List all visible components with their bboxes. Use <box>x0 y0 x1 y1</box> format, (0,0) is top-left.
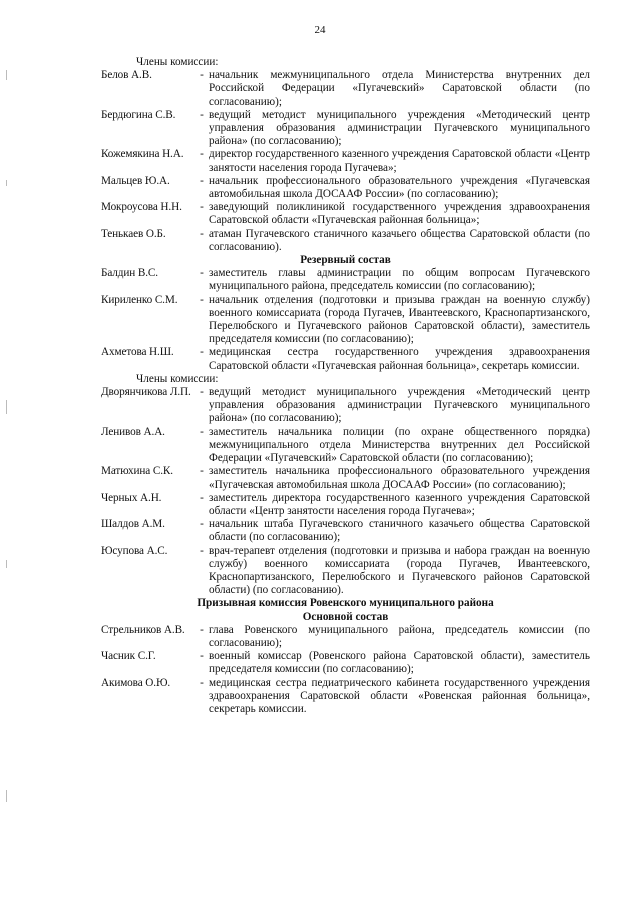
scan-edge-mark <box>6 180 7 186</box>
dash-separator: - <box>200 386 204 399</box>
member-entry <box>101 148 590 174</box>
member-name: Белов А.В. <box>101 69 152 82</box>
member-role: заместитель начальника полиции (по охране общественного порядка) межмуниципального отдела Министерства внутренних дел Российской Федерации «Пугачевский» Саратовской области (по согласованию); <box>209 425 590 465</box>
scan-edge-mark <box>6 400 7 414</box>
dash-separator: - <box>200 346 204 359</box>
page-number: 24 <box>314 24 326 36</box>
dash-separator: - <box>200 676 204 689</box>
member-name: Мокроусова Н.Н. <box>101 201 182 214</box>
member-role: директор государственного казенного учреждения Саратовской области «Центр занятости населения города Пугачева»; <box>209 148 590 174</box>
member-role: врач-терапевт отделения (подготовки и призыва и набора граждан на военную службу) военного комиссариата (города Пугачев, Ивантеевского, Краснопартизанского, Перелюбского и Пугачевского районов Саратовской области) (по согласованию). <box>209 544 590 597</box>
member-name: Кожемякина Н.А. <box>101 148 184 161</box>
member-role: медицинская сестра государственного учреждения здравоохранения Саратовской области «Пугачевская районная больница», секретарь комиссии. <box>209 346 590 372</box>
member-name: Балдин В.С. <box>101 267 158 280</box>
dash-separator: - <box>200 267 204 280</box>
dash-separator: - <box>200 174 204 187</box>
member-entry <box>101 69 590 109</box>
member-role: заведующий поликлиникой государственного учреждения здравоохранения Саратовской области «Пугачевская районная больница»; <box>209 201 590 227</box>
member-role: военный комиссар (Ровенского района Саратовской области), заместитель председателя комиссии (по согласованию); <box>209 650 590 676</box>
member-role: медицинская сестра педиатрического кабинета государственного учреждения здравоохранения Саратовской области «Ровенская районная больница», секретарь комиссии. <box>209 676 590 715</box>
member-name: Акимова О.Ю. <box>101 676 171 689</box>
member-name: Черных А.Н. <box>101 491 162 504</box>
member-name: Кириленко С.М. <box>101 293 178 306</box>
member-entry <box>101 624 590 650</box>
member-role: заместитель главы администрации по общим вопросам Пугачевского муниципального района, председатель комиссии (по согласованию); <box>209 267 590 293</box>
member-entry <box>101 545 590 598</box>
member-entry <box>101 650 590 676</box>
member-name: Дворянчикова Л.П. <box>101 386 191 399</box>
section-heading: Основной состав <box>302 610 389 623</box>
dash-separator: - <box>200 491 204 504</box>
member-entry <box>101 228 590 254</box>
dash-separator: - <box>200 623 204 636</box>
dash-separator: - <box>200 650 204 663</box>
section-heading: Призывная комиссия Ровенского муниципального района <box>197 597 494 610</box>
member-entry <box>101 109 590 149</box>
member-entry <box>101 201 590 227</box>
member-name: Стрельников А.В. <box>101 623 185 636</box>
dash-separator: - <box>200 201 204 214</box>
member-name: Мальцев Ю.А. <box>101 174 170 187</box>
member-entry <box>101 386 590 426</box>
member-entry <box>101 492 590 518</box>
member-name: Бердюгина С.В. <box>101 108 176 121</box>
member-entry <box>101 267 590 293</box>
member-name: Шалдов А.М. <box>101 518 165 531</box>
members-label: Члены комиссии: <box>136 372 219 385</box>
dash-separator: - <box>200 69 204 82</box>
dash-separator: - <box>200 293 204 306</box>
member-role: заместитель директора государственного казенного учреждения Саратовской области «Центр занятости населения города Пугачева»; <box>209 491 590 517</box>
member-role: ведущий методист муниципального учреждения «Методический центр управления образования администрации Пугачевского муниципального района» (по согласованию); <box>209 108 590 148</box>
member-role: атаман Пугачевского станичного казачьего общества Саратовской области (по согласованию). <box>209 227 590 253</box>
section-heading: Резервный состав <box>300 254 391 267</box>
member-name: Тенькаев О.Б. <box>101 227 166 240</box>
scan-edge-mark <box>6 70 7 80</box>
member-entry <box>101 294 590 347</box>
member-role: начальник штаба Пугачевского станичного казачьего общества Саратовской области (по согласованию); <box>209 518 590 544</box>
member-role: начальник профессионального образовательного учреждения «Пугачевская автомобильная школа ДОСААФ России» (по согласованию); <box>209 174 590 201</box>
member-name: Ахметова Н.Ш. <box>101 346 174 359</box>
member-entry <box>101 175 590 201</box>
dash-separator: - <box>200 544 204 557</box>
member-entry <box>101 518 590 544</box>
member-entry <box>101 677 590 717</box>
member-entry <box>101 426 590 466</box>
member-role: глава Ровенского муниципального района, председатель комиссии (по согласованию); <box>209 623 590 649</box>
member-entry <box>101 346 590 372</box>
scan-edge-mark <box>6 560 7 568</box>
member-name: Ленивов А.А. <box>101 425 165 438</box>
dash-separator: - <box>200 465 204 478</box>
member-role: заместитель начальника профессионального образовательного учреждения «Пугачевская автомобильная школа ДОСААФ России» (по согласованию); <box>209 465 590 491</box>
member-role: начальник отделения (подготовки и призыва граждан на военную службу) военного комиссариата (города Пугачев, Ивантеевского, Краснопартизанского, Перелюбского и Пугачевского районов Саратовской области), заместитель председателя комиссии (по согласованию); <box>209 293 590 346</box>
members-label: Члены комиссии: <box>136 56 219 68</box>
dash-separator: - <box>200 227 204 240</box>
dash-separator: - <box>200 518 204 531</box>
dash-separator: - <box>200 108 204 121</box>
scan-edge-mark <box>6 790 7 802</box>
dash-separator: - <box>200 425 204 438</box>
member-role: начальник межмуниципального отдела Министерства внутренних дел Российской Федерации «Пугачевский» Саратовской области (по согласованию); <box>209 69 590 108</box>
member-entry <box>101 465 590 491</box>
dash-separator: - <box>200 148 204 161</box>
member-name: Часник С.Г. <box>101 650 156 663</box>
member-role: ведущий методист муниципального учреждения «Методический центр управления образования администрации Пугачевского муниципального района» (по согласованию); <box>209 386 590 425</box>
member-name: Матюхина С.К. <box>101 465 173 478</box>
commission-list <box>101 56 590 716</box>
member-name: Юсупова А.С. <box>101 544 168 557</box>
